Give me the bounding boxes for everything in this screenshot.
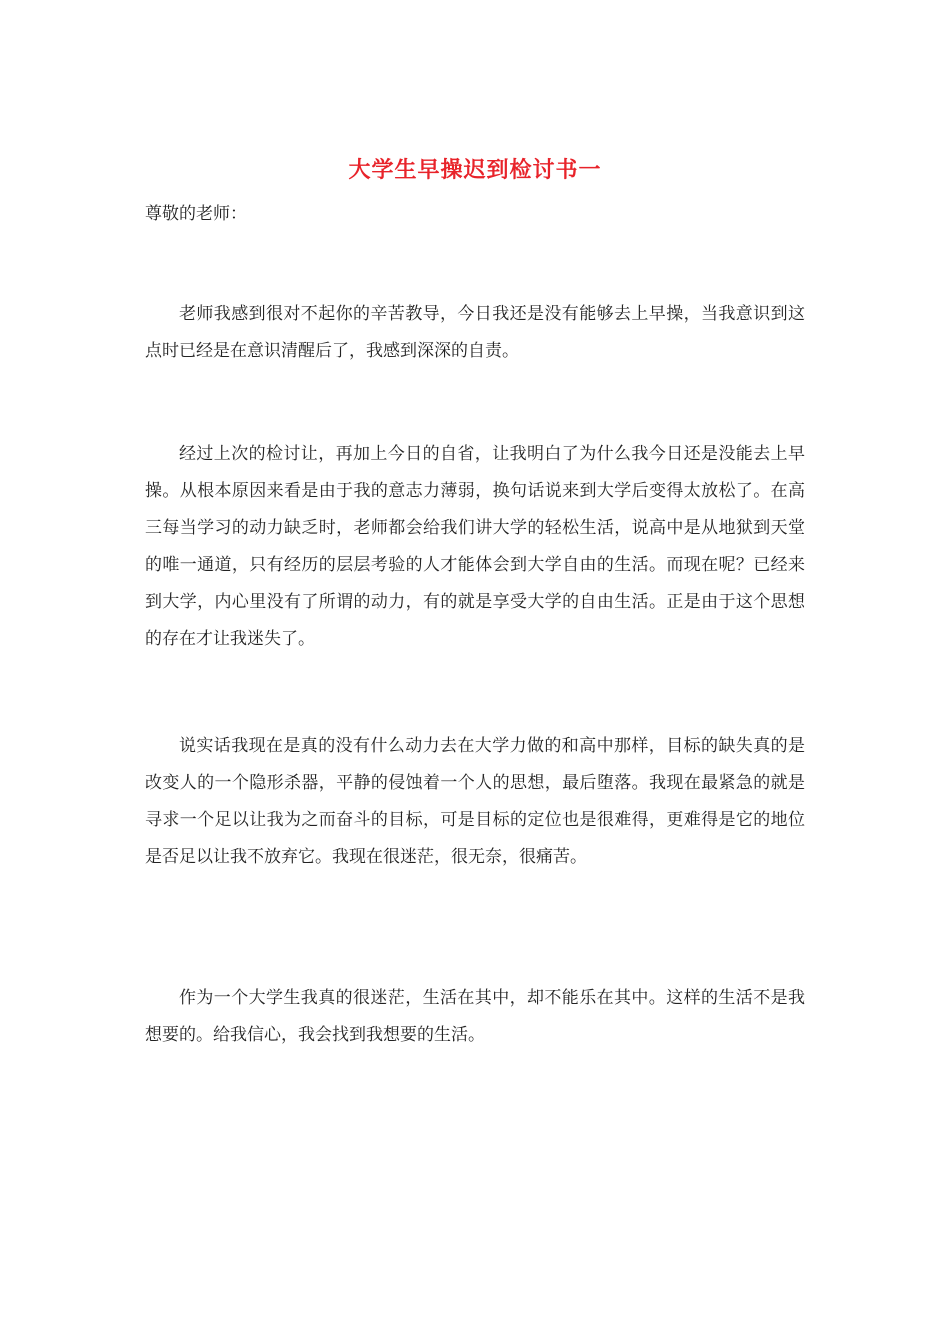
paragraph-3: 说实话我现在是真的没有什么动力去在大学力做的和高中那样，目标的缺失真的是改变人的一个隐形杀器，平静的侵蚀着一个人的思想，最后堕落。我现在最紧急的就是寻求一个足以让我为之而奋斗的目标，可是目标的定位也是很难得，更难得是它的地位是否足以让我不放弃它。我现在很迷茫，很无奈，很痛苦。 [145,736,805,867]
salutation: 尊敬的老师： [145,204,247,224]
paragraph-4: 作为一个大学生我真的很迷茫，生活在其中，却不能乐在其中。这样的生活不是我想要的。给我信心，我会找到我想要的生活。 [145,988,805,1045]
document-title: 大学生早操迟到检讨书一 [348,157,602,183]
paragraph-1: 老师我感到很对不起你的辛苦教导，今日我还是没有能够去上早操，当我意识到这点时已经是在意识清醒后了，我感到深深的自责。 [145,304,805,361]
paragraph-2: 经过上次的检讨让，再加上今日的自省，让我明白了为什么我今日还是没能去上早操。从根本原因来看是由于我的意志力薄弱，换句话说来到大学后变得太放松了。在高三每当学习的动力缺乏时，老师都会给我们讲大学的轻松生活，说高中是从地狱到天堂的唯一通道，只有经历的层层考验的人才能体会到大学自由的生活。而现在呢？已经来到大学，内心里没有了所谓的动力，有的就是享受大学的自由生活。正是由于这个思想的存在才让我迷失了。 [145,444,805,649]
